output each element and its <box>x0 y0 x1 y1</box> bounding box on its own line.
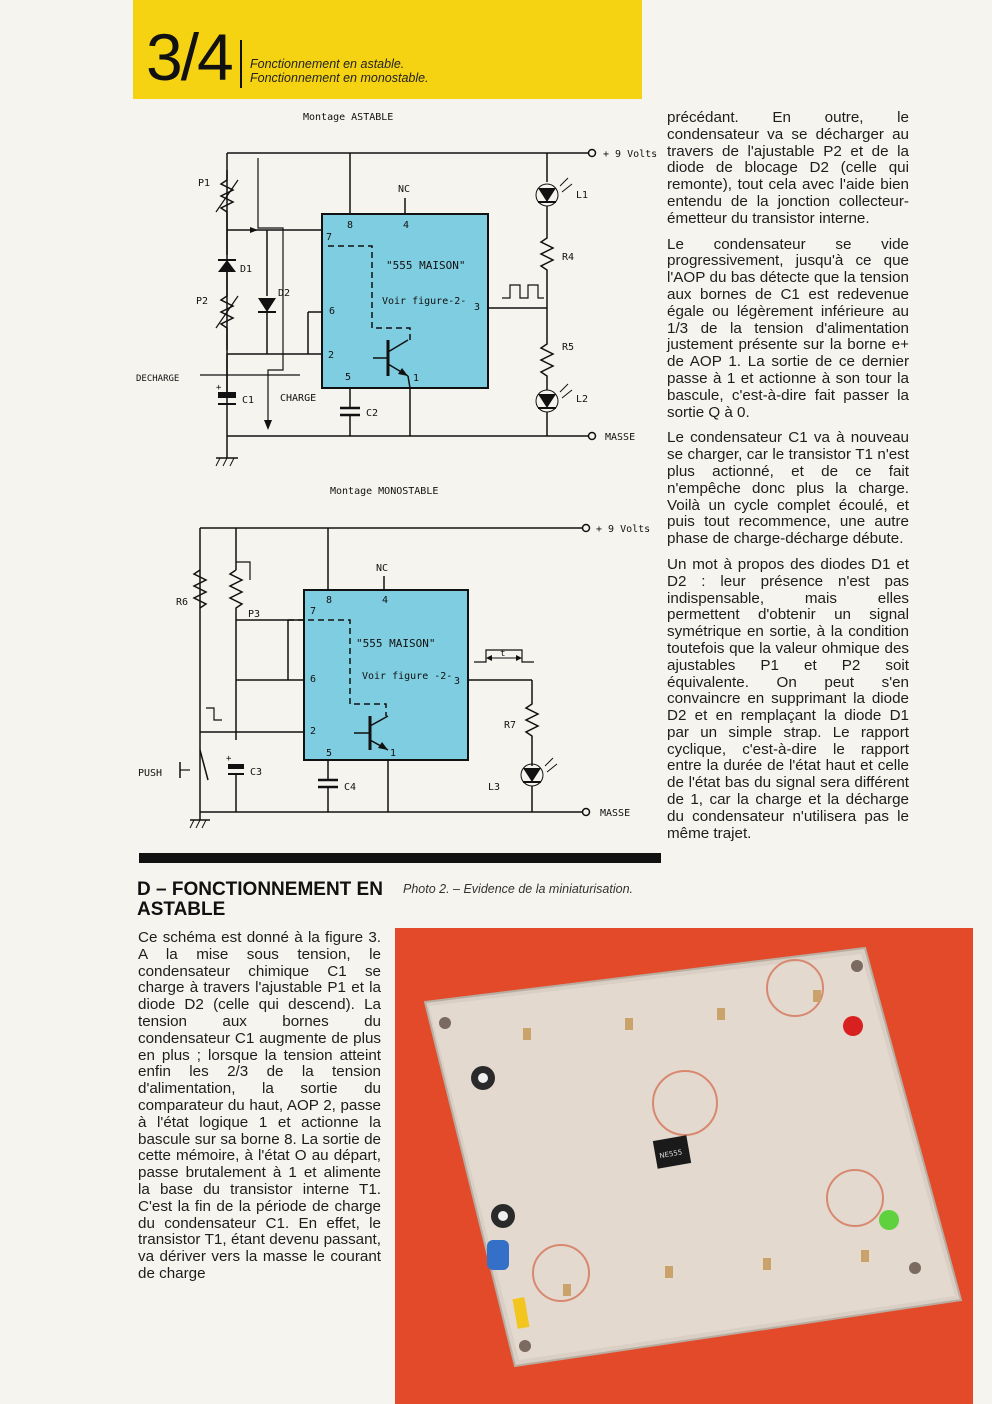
section-heading: D – FONCTIONNEMENT EN ASTABLE <box>137 879 383 920</box>
mono-nc: NC <box>376 563 389 574</box>
astable-label-decharge: DECHARGE <box>136 374 180 384</box>
mono-label-r6: R6 <box>176 597 189 608</box>
mono-label-push: PUSH <box>138 768 163 779</box>
figure-number: 3/4 <box>146 20 232 94</box>
astable-label-r4: R4 <box>562 252 575 263</box>
astable-pin-3: 3 <box>474 302 481 313</box>
astable-label-l2: L2 <box>576 394 589 405</box>
mono-pin-5: 5 <box>326 748 333 759</box>
paragraph: Un mot à propos des diodes D1 et D2 : leur présence n'est pas indispensable, mais elles permettent d'obtenir un signal symétrique en sortie, à la condition toutefois que la valeur ohmique des ajustables P1 et P2 soit équivalente. On peut s'en convaincre en supprimant la diode D2 et en remplaçant la diode D1 par un simple strap. Le rapport cyclique, c'est-à-dire le rapport entre la durée de l'état haut et celle de l'état bas du signal sera différent de 1, car la charge et la décharge du condensateur n'utilisera pas le même trajet. <box>667 555 909 842</box>
astable-pin-8: 8 <box>347 220 354 231</box>
astable-pin-5: 5 <box>345 372 352 383</box>
mono-label-c4: C4 <box>344 782 357 793</box>
astable-pin-7: 7 <box>326 232 333 243</box>
mono-pin-7: 7 <box>310 606 317 617</box>
astable-pin-2: 2 <box>328 350 335 361</box>
astable-label-l1: L1 <box>576 190 589 201</box>
astable-label-d2: D2 <box>278 288 291 299</box>
photo-chip-marking: NE555 <box>658 1148 683 1161</box>
mono-pin-2: 2 <box>310 726 317 737</box>
mono-pin-1: 1 <box>390 748 397 759</box>
section-rule <box>139 853 661 863</box>
right-column-text <box>667 110 909 842</box>
svg-text:+: + <box>216 383 222 393</box>
mono-label-p3: P3 <box>248 609 261 620</box>
paragraph: Le condensateur se vide progressivement, jusqu'à ce que l'AOP du bas détecte que la tension aux bornes de C1 est redevenue égale ou légèrement inférieure au 1/3 de la tension d'alimentation justement présente sur la borne e+ de AOP 1. La sortie de ce dernier passe à 1 et actionne à son tour la bascule, c'est-à-dire fait passer la sortie Q à 0. <box>667 235 909 421</box>
svg-text:+: + <box>226 754 232 764</box>
astable-label-charge: CHARGE <box>280 393 317 404</box>
mono-pin-3: 3 <box>454 676 461 687</box>
paragraph: Le condensateur C1 va à nouveau se charger, car le transistor T1 n'est plus actionné, et de ce fait n'empêche donc plus la charge. Voilà un cycle complet écoulé, et puis tout recommence, une autre phase de charge-décharge débute. <box>667 429 909 548</box>
astable-pin-1: 1 <box>413 373 420 384</box>
astable-label-r5: R5 <box>562 342 575 353</box>
astable-title: Montage ASTABLE <box>303 112 394 123</box>
mono-label-c3: C3 <box>250 767 263 778</box>
astable-label-p2: P2 <box>196 296 209 307</box>
mono-title: Montage MONOSTABLE <box>330 486 439 497</box>
schematics <box>130 100 660 850</box>
mono-label-l3: L3 <box>488 782 501 793</box>
paragraph: Ce schéma est donné à la figure 3. A la mise sous tension, le condensateur chimique C1 se charge à travers l'ajustable P1 et la diode D2 (celle qui descend). La tension aux bornes du condensateur C1 augmente de plus en plus ; lorsque la tension atteint enfin les 2/3 de la tension d'alimentation, la sortie du comparateur du haut, AOP 2, passe à l'état logique 1 et actionne la bascule sur sa borne 8. La sortie de cette mémoire, à l'état O au départ, passe brutalement à 1 et alimente la base du transistor interne T1. C'est la fin de la période de charge du condensateur C1. En effet, le transistor T1, étant devenu passant, va dériver vers la masse le courant de charge <box>138 929 381 1282</box>
mono-label-r7: R7 <box>504 720 517 731</box>
mono-ground-label: MASSE <box>600 808 631 819</box>
figure-divider <box>240 40 242 88</box>
astable-label-p1: P1 <box>198 178 211 189</box>
mono-pin-4: 4 <box>382 595 389 606</box>
photo-caption: Photo 2. – Evidence de la miniaturisation. <box>403 882 633 896</box>
astable-nc: NC <box>398 184 411 195</box>
section-d-text <box>138 930 381 1283</box>
astable-chip-line1: "555 MAISON" <box>386 259 466 272</box>
mono-pin-8: 8 <box>326 595 333 606</box>
astable-ground-label: MASSE <box>605 432 636 443</box>
caption-line-2: Fonctionnement en monostable. <box>250 71 429 85</box>
astable-pin-6: 6 <box>329 306 336 317</box>
mono-chip-line2: Voir figure -2- <box>362 671 453 682</box>
astable-supply-label: + 9 Volts <box>603 149 658 160</box>
caption-line-1: Fonctionnement en astable. <box>250 57 405 71</box>
astable-pin-4: 4 <box>403 220 410 231</box>
circuit-board-photo <box>395 928 973 1404</box>
mono-label-t: t <box>500 649 506 659</box>
astable-label-c1: C1 <box>242 395 255 406</box>
mono-chip-line1: "555 MAISON" <box>356 637 436 650</box>
astable-label-c2: C2 <box>366 408 379 419</box>
astable-chip-line2: Voir figure-2- <box>382 296 467 307</box>
astable-label-d1: D1 <box>240 264 253 275</box>
mono-pin-6: 6 <box>310 674 317 685</box>
figure-caption <box>250 57 429 85</box>
paragraph: précédant. En outre, le condensateur va se décharger au travers de l'ajustable P2 et de la diode de blocage D2 (celle qui remonte), tout cela avec l'aide bien entendu de la jonction collecteur-émetteur du transistor interne. <box>667 109 909 227</box>
mono-supply-label: + 9 Volts <box>596 524 651 535</box>
